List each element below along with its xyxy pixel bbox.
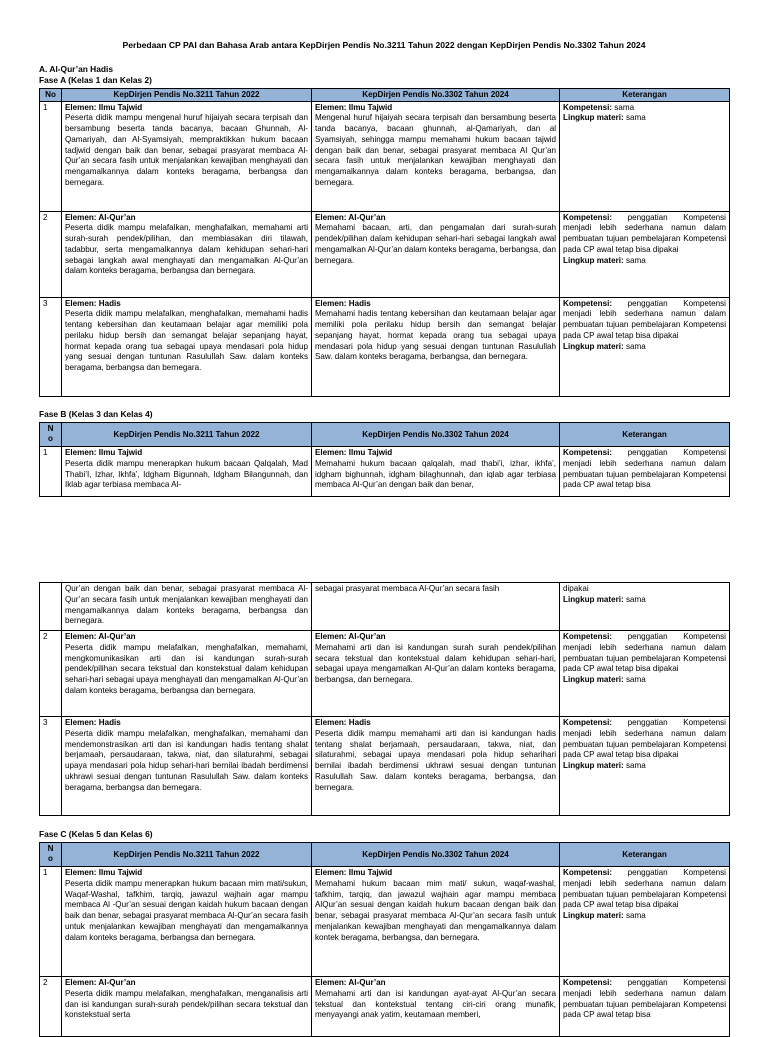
lingkup-note: Lingkup materi: sama <box>563 675 646 685</box>
cell-keterangan <box>560 717 730 816</box>
row-number: 1 <box>40 447 62 497</box>
element-label: Elemen: Al-Qur’an <box>315 212 386 222</box>
table-header-row <box>40 843 730 867</box>
kompetensi-note: Kompetensi: sama <box>563 102 635 112</box>
element-label: Elemen: Hadis <box>65 718 121 727</box>
fase-a-table <box>39 88 730 397</box>
row-number: 2 <box>40 977 62 1037</box>
lingkup-note: Lingkup materi: sama <box>563 113 646 123</box>
element-label: Elemen: Ilmu Tajwid <box>65 868 143 877</box>
cell-2024 <box>312 583 560 631</box>
cell-2024 <box>312 867 560 977</box>
cell-keterangan <box>560 211 730 297</box>
cp-text-2024: Peserta didik mampu memahami arti dan isi kandungan hadis tentang shalat berjamaah, persaudaraan, takwa, niat, dan silaturahmi, sebagai upaya mendasari pola hidup seharihari bernilai ibadah berdimensi ukhrawi sesuai dengan tuntunan Rasulullah Saw. dalam konteks beragama, berbangsa, dan bernegara. <box>315 728 556 792</box>
lingkup-note: Lingkup materi: sama <box>563 255 646 265</box>
element-label: Elemen: Ilmu Tajwid <box>315 868 393 877</box>
cp-text-2024: Memahami bacaan, arti, dan pengamalan dari surah-surah pendek/pilihan dalam kehidupan sehari-hari sebagai langkah awal mengamalkan Al-Qur’an dalam konteks beragama, berbangsa, dan bernegara. <box>315 223 557 265</box>
cp-text-2022: Peserta didik mampu melafalkan, menghafalkan, memahami dan mendemonstrasikan arti dan isi kandungan hadis tentang shalat berjamaah, persaudaraan, takwa, niat, dan silaturahmi, sebagai upaya mendasari pola hidup sehari-hari bernilai ibadah berdimensi ukhrawi sesuai dengan tuntunan Rasulullah Saw. dalam konteks beragama, berbangsa dan bernegara. <box>65 728 308 792</box>
element-label: Elemen: Al-Qur’an <box>65 632 136 641</box>
cell-keterangan <box>560 583 730 631</box>
cell-2024 <box>312 977 560 1037</box>
cp-text-2024: Memahami hukum bacaan mim mati/ sukun, waqaf-washal, tafkhim, tarqiq, dan jawazul wajhain agar mampu membaca AlQur’an sesuai dengan kaidah hukum bacaan dengan baik dan benar, sebagai prasyarat membaca Al-Qur’an secara fasih untuk menjalankan kewajiban menghayati dan mengamalkannya dalam kontek beragama, berbangsa, dan bernegara. <box>315 878 556 942</box>
cell-keterangan <box>560 867 730 977</box>
lingkup-note: Lingkup materi: sama <box>563 341 646 351</box>
header-2024: KepDirjen Pendis No.3302 Tahun 2024 <box>312 89 560 102</box>
cell-2022 <box>62 101 312 211</box>
cp-text-2024: Mengenal huruf hijaiyah secara terpisah dan bersambung beserta tanda bacanya, bacaan ghunnah, al-Qamariyah, dan al Syamsiyah, sehingga mampu memahami hukum bacaan tajwid dengan baik dan benar, sebagai prasyarat membaca Al Qur’an secara fasih untuk menjalankan kewajiban menghayati dan mengamalkannya dalam konteks beragama, berbangsa, dan bernegara. <box>315 113 556 188</box>
cp-text-2024: sebagai prasyarat membaca Al-Qur’an secara fasih <box>315 584 500 593</box>
cp-text-2022: Peserta didik mampu melafalkan, menghafalkan, memahami hadis tentang kebersihan dan keutamaan belajar agar memiliki pola perilaku hidup bersih dan semangat belajar sepanjang hayat, hormat kepada orang tua sebagai upaya mendasari pola hidup yang sesuai dengan tuntunan Rasulullah Saw. dalam konteks beragama, berbangsa dan bernegara. <box>65 309 308 373</box>
header-2022: KepDirjen Pendis No.3211 Tahun 2022 <box>62 89 312 102</box>
cell-2024 <box>312 717 560 816</box>
header-2022: KepDirjen Pendis No.3211 Tahun 2022 <box>62 843 312 867</box>
kompetensi-note: Kompetensi: penggatian Kompetensi menjadi lebih sederhana namun dalam pembuatan tujuan pembelajaran Kompetensi pada CP awal tetap bisa dipakai <box>563 718 726 760</box>
element-label: Elemen: Al-Qur’an <box>315 978 386 987</box>
cell-keterangan <box>560 297 730 396</box>
fase-b-table-continued <box>39 582 730 816</box>
row-number: 1 <box>40 867 62 977</box>
cell-2024 <box>312 101 560 211</box>
fase-b-table <box>39 422 730 497</box>
cell-2022 <box>62 447 312 497</box>
table-header-row <box>40 89 730 102</box>
cell-2022 <box>62 867 312 977</box>
header-keterangan: Keterangan <box>560 423 730 447</box>
table-row <box>40 977 730 1037</box>
cell-2022 <box>62 211 312 297</box>
element-label: Elemen: Al-Qur’an <box>315 632 386 641</box>
row-number: 3 <box>40 297 62 396</box>
cell-2024 <box>312 447 560 497</box>
row-number: 2 <box>40 211 62 297</box>
section-heading: A. Al-Qur’an Hadis <box>39 64 113 74</box>
cp-text-2022: Peserta didik mampu menerapkan hukum bacaan Qalqalah, Mad Thabi’I, Izhar, Ikhfa’, Idgham Bigunnah, Idgham Bilangunnah, dan Iklab agar terbiasa membaca Al- <box>65 458 308 490</box>
header-no: No <box>40 89 62 102</box>
cell-keterangan <box>560 447 730 497</box>
lingkup-note: Lingkup materi: sama <box>563 594 646 604</box>
element-label: Elemen: Hadis <box>315 298 371 308</box>
cp-text-2022: Peserta didik mampu menerapkan hukum bacaan mim mati/sukun, Waqaf-Washal, tafkhim, tarqiq, jawazul wajhain agar mampu membaca Al -Qur’an sesuai dengan kaidah hukum bacaan dengan baik dan benar, sebagai prasyarat membaca Al-Qur’an secara fasih untuk menjalankan kewajiban menghayati dan mengamalkannya dalam konteks beragama, berbangsa dan bernegara. <box>65 878 308 942</box>
table-header-row <box>40 423 730 447</box>
cell-keterangan <box>560 631 730 717</box>
cp-text-2022: Peserta didik mampu melafalkan, menghafalkan, memahami arti surah-surah pendek/pilihan, dan membiasakan diri tilawah, tadabbur, serta mengamalkannya dalam kehidupan sehari-hari sebagai langkah awal menghayati dan mengamalkan Al-Qur’an dalam konteks beragama, berbangsa dan bernegara. <box>65 223 308 276</box>
kompetensi-note: Kompetensi: penggatian Kompetensi menjadi lebih sederhana namun dalam pembuatan tujuan pembelajaran Kompetensi pada CP awal tetap bisa dipakai <box>563 632 726 674</box>
table-row <box>40 867 730 977</box>
cell-2024 <box>312 297 560 396</box>
lingkup-note: Lingkup materi: sama <box>563 761 646 771</box>
table-row <box>40 583 730 631</box>
kompetensi-note: Kompetensi: penggatian Kompetensi menjadi lebih sederhana namun dalam pembuatan tujuan pembelajaran Kompetensi pada CP awal tetap bisa <box>563 978 726 1020</box>
row-number-empty <box>40 583 62 631</box>
fase-c-title: Fase C (Kelas 5 dan Kelas 6) <box>39 829 153 839</box>
cell-keterangan <box>560 101 730 211</box>
cp-text-2022: Peserta didik mampu mengenal huruf hijaiyah secara terpisah dan bersambung beserta tanda bacanya, bacaan Ghunnah, Al-Qamariyah, dan Al-Syamsiyah, mempraktikkan hukum bacaan tadjwid dengan baik dan benar, sebagai prasyarat membaca Al-Qur’an secara fasih untuk menjalankan kewajiban menghayati dan mengamalkannya dalam konteks beragama, berbangsa dan bernegara. <box>65 113 308 188</box>
element-label: Elemen: Al-Qur’an <box>65 212 136 222</box>
kompetensi-note: Kompetensi: penggatian Kompetensi menjadi lebih sederhana namun dalam pembuatan tujuan pembelajaran Kompetensi pada CP awal tetap bisa dipakai <box>563 298 726 340</box>
kompetensi-note: Kompetensi: penggatian Kompetensi menjadi lebih sederhana namun dalam pembuatan tujuan pembelajaran Kompetensi pada CP awal tetap bisa dipakai <box>563 212 726 254</box>
cell-2024 <box>312 631 560 717</box>
table-row <box>40 447 730 497</box>
table-row <box>40 631 730 717</box>
element-label: Elemen: Ilmu Tajwid <box>65 102 143 112</box>
header-keterangan: Keterangan <box>560 89 730 102</box>
header-2024: KepDirjen Pendis No.3302 Tahun 2024 <box>312 843 560 867</box>
row-number: 2 <box>40 631 62 717</box>
fase-b-title: Fase B (Kelas 3 dan Kelas 4) <box>39 409 153 419</box>
cell-keterangan <box>560 977 730 1037</box>
cell-2022 <box>62 977 312 1037</box>
fase-a-title: Fase A (Kelas 1 dan Kelas 2) <box>39 75 152 85</box>
header-2024: KepDirjen Pendis No.3302 Tahun 2024 <box>312 423 560 447</box>
table-row <box>40 297 730 396</box>
cp-text-2024: Memahami arti dan isi kandungan surah surah pendek/pilihan secara tekstual dan kontekstual dalam kehidupan sehari-hari, sebagai upaya mengamalkan Al-Qur’an dalam konteks beragama, berbangsa, dan bernegara. <box>315 642 556 685</box>
cell-2024 <box>312 211 560 297</box>
cell-2022 <box>62 297 312 396</box>
element-label: Elemen: Ilmu Tajwid <box>315 102 393 112</box>
cp-text-2024: Memahami arti dan isi kandungan ayat-ayat Al-Qur’an secara tekstual dan kontekstual tentang ciri-ciri orang munafik, menyayangi anak yatim, keutamaan memberi, <box>315 988 556 1020</box>
cp-text-2022: Peserta didik mampu melafalkan, menghafalkan, menganalisis arti dan isi kandungan surah-surah pendek/pilihan secara tekstual dan konstekstual serta <box>65 988 308 1020</box>
cell-2022 <box>62 631 312 717</box>
header-no: N o <box>40 423 62 447</box>
cp-text-2024: Memahami hukum bacaan qalqalah, mad thabi’i, izhar, ikhfa’, idgham bighunnah, idgham bilaghunnah, dan iqlab agar terbiasa membaca Al-Qur’an dengan baik dan benar, <box>315 458 556 490</box>
cp-text-2022: Qur’an dengan baik dan benar, sebagai prasyarat membaca Al-Qur’an secara fasih untuk menjalankan kewajiban menghayati dan mengamalkannya dalam konteks beragama, berbangsa dan bernegara. <box>65 584 308 626</box>
element-label: Elemen: Hadis <box>315 718 371 727</box>
cp-text-2022: Peserta didik mampu melafalkan, menghafalkan, memahami, mengkomunikasikan arti dan isi kandungan surah-surah pendek/pilihan secara tekstual dan konstekstual dalam kehidupan sehari-hari sebagai upaya menghayati dan mengamalkan Al-Qur’an dalam konteks beragama, berbangsa dan bernegara. <box>65 642 308 695</box>
cell-2022 <box>62 583 312 631</box>
kompetensi-note: Kompetensi: penggatian Kompetensi menjadi lebih sederhana namun dalam pembuatan tujuan pembelajaran Kompetensi pada CP awal tetap bisa <box>563 448 726 490</box>
kompetensi-note: Kompetensi: penggatian Kompetensi menjadi lebih sederhana namun dalam pembuatan tujuan pembelajaran Kompetensi pada CP awal tetap bisa dipakai <box>563 868 726 910</box>
kompetensi-note-cont: dipakai <box>563 584 589 593</box>
lingkup-note: Lingkup materi: sama <box>563 911 646 921</box>
element-label: Elemen: Ilmu Tajwid <box>315 448 393 457</box>
element-label: Elemen: Ilmu Tajwid <box>65 448 143 457</box>
cp-text-2024: Memahami hadis tentang kebersihan dan keutamaan belajar agar memiliki pola perilaku hidup bersih dan semangat belajar sepanjang hayat, hormat kepada orang tua sebagai upaya mendasari pola hidup yang sesuai dengan tuntunan Rasulullah Saw. dalam konteks beragama, berbangsa, dan bernegara. <box>315 309 556 362</box>
fase-c-table <box>39 842 730 1037</box>
header-no: N o <box>40 843 62 867</box>
header-2022: KepDirjen Pendis No.3211 Tahun 2022 <box>62 423 312 447</box>
document-title: Perbedaan CP PAI dan Bahasa Arab antara KepDirjen Pendis No.3211 Tahun 2022 dengan KepDirjen Pendis No.3302 Tahun 2024 <box>122 40 646 50</box>
row-number: 1 <box>40 101 62 211</box>
header-keterangan: Keterangan <box>560 843 730 867</box>
row-number: 3 <box>40 717 62 816</box>
table-row <box>40 101 730 211</box>
table-row <box>40 717 730 816</box>
element-label: Elemen: Al-Qur’an <box>65 978 136 987</box>
table-row <box>40 211 730 297</box>
element-label: Elemen: Hadis <box>65 298 121 308</box>
cell-2022 <box>62 717 312 816</box>
